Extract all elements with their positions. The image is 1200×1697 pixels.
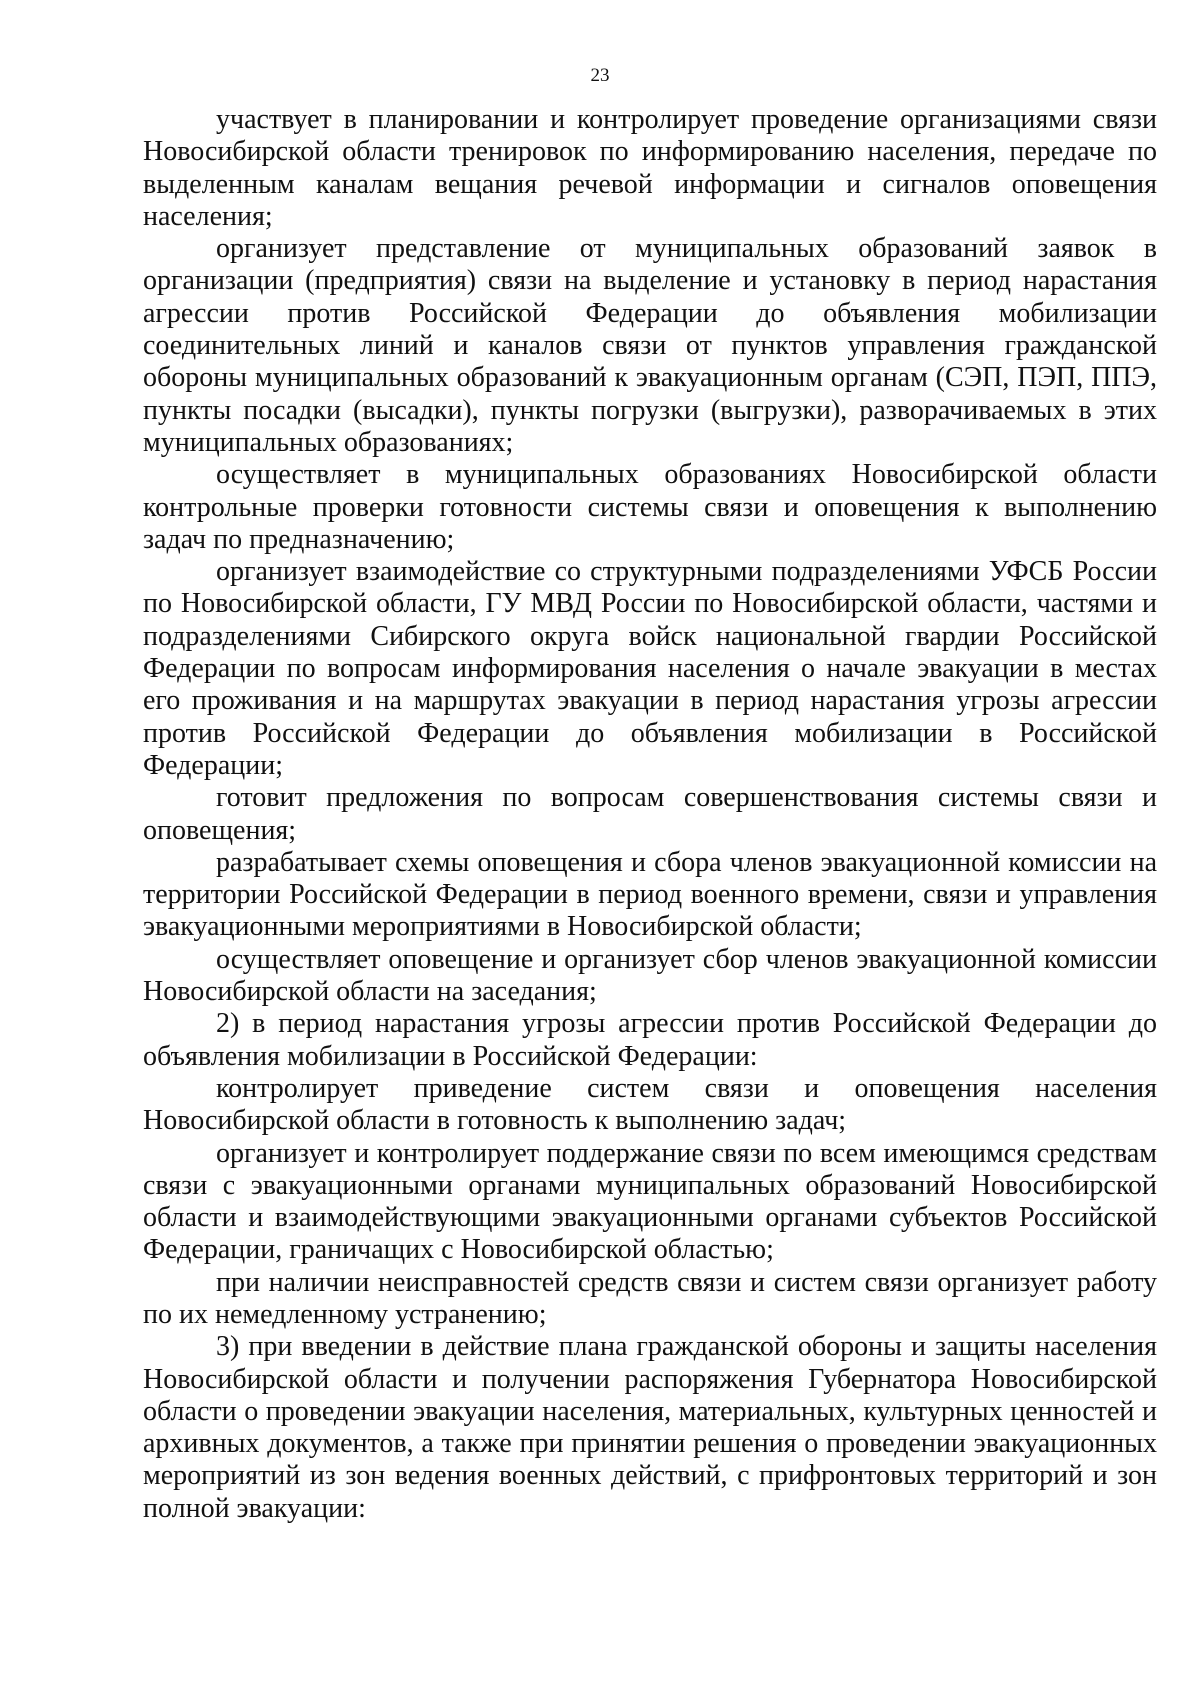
paragraph: при наличии неисправностей средств связи и систем связи организует работу по их немедленному устранению; xyxy=(143,1266,1157,1330)
paragraph: осуществляет в муниципальных образованиях Новосибирской области контрольные проверки готовности системы связи и оповещения к выполнению задач по предназначению; xyxy=(143,459,1157,555)
paragraph: готовит предложения по вопросам совершенствования системы связи и оповещения; xyxy=(143,782,1157,846)
paragraph: контролирует приведение систем связи и оповещения населения Новосибирской области в готовность к выполнению задач; xyxy=(143,1072,1157,1137)
paragraph: 2) в период нарастания угрозы агрессии против Российской Федерации до объявления мобилизации в Российской Федерации: xyxy=(143,1008,1157,1072)
paragraph: участвует в планировании и контролирует проведение организациями связи Новосибирской области тренировок по информированию населения, передаче по выделенным каналам вещания речевой информации и сигналов оповещения населения; xyxy=(143,104,1157,232)
paragraph: организует и контролирует поддержание связи по всем имеющимся средствам связи с эвакуационными органами муниципальных образований Новосибирской области и взаимодействующими эвакуационными органами субъектов Российской Федерации, граничащих с Новосибирской областью; xyxy=(143,1137,1157,1266)
paragraph: организует представление от муниципальных образований заявок в организации (предприятия) связи на выделение и установку в период нарастания агрессии против Российской Федерации до объявления мобилизации соединительных линий и каналов связи от пунктов управления гражданской обороны муниципальных образований к эвакуационным органам (СЭП, ПЭП, ППЭ, пункты посадки (высадки), пункты погрузки (выгрузки), разворачиваемых в этих муниципальных образованиях; xyxy=(143,233,1157,458)
paragraph: разрабатывает схемы оповещения и сбора членов эвакуационной комиссии на территории Российской Федерации в период военного времени, связи и управления эвакуационными мероприятиями в Новосибирской области; xyxy=(143,846,1157,943)
paragraph: организует взаимодействие со структурными подразделениями УФСБ России по Новосибирской области, ГУ МВД России по Новосибирской области, частями и подразделениями Сибирского округа войск национальной гвардии Российской Федерации по вопросам информирования населения о начале эвакуации в местах его проживания и на маршрутах эвакуации в период нарастания угрозы агрессии против Российской Федерации до объявления мобилизации в Российской Федерации; xyxy=(143,556,1157,781)
paragraph: осуществляет оповещение и организует сбор членов эвакуационной комиссии Новосибирской области на заседания; xyxy=(143,943,1157,1008)
document-body xyxy=(143,104,1157,1525)
paragraph: 3) при введении в действие плана гражданской обороны и защиты населения Новосибирской области и получении распоряжения Губернатора Новосибирской области о проведении эвакуации населения, материальных, культурных ценностей и архивных документов, а также при принятии решения о проведении эвакуационных мероприятий из зон ведения военных действий, с прифронтовых территорий и зон полной эвакуации: xyxy=(143,1331,1157,1524)
page-number: 23 xyxy=(590,65,610,86)
